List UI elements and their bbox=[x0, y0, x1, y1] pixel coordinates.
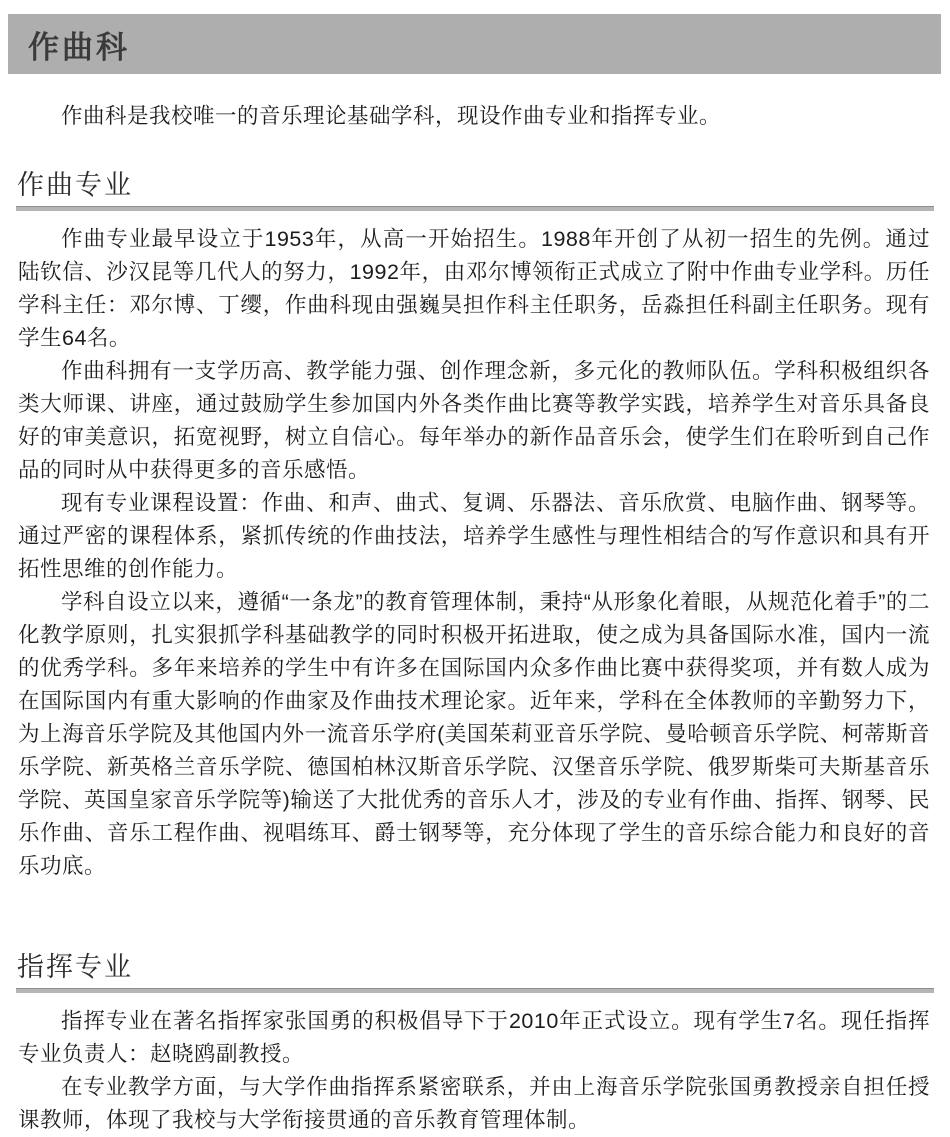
paragraph: 现有专业课程设置：作曲、和声、曲式、复调、乐器法、音乐欣赏、电脑作曲、钢琴等。通过严密的课程体系，紧抓传统的作曲技法，培养学生感性与理性相结合的写作意识和具有开拓性思维的创作能力。 bbox=[18, 491, 930, 581]
section-divider bbox=[16, 988, 934, 993]
paragraph: 学科自设立以来，遵循“一条龙”的教育管理体制，秉持“从形象化着眼，从规范化着手”的二化教学原则，扎实狠抓学科基础教学的同时积极开拓进取，使之成为具备国际水准，国内一流的优秀学科。多年来培养的学生中有许多在国际国内众多作曲比赛中获得奖项，并有数人成为在国际国内有重大影响的作曲家及作曲技术理论家。近年来，学科在全体教师的辛勤努力下，为上海音乐学院及其他国内外一流音乐学府(美国茱莉亚音乐学院、曼哈顿音乐学院、柯蒂斯音乐学院、新英格兰音乐学院、德国柏林汉斯音乐学院、汉堡音乐学院、俄罗斯柴可夫斯基音乐学院、英国皇家音乐学院等)输送了大批优秀的音乐人才，涉及的专业有作曲、指挥、钢琴、民乐作曲、音乐工程作曲、视唱练耳、爵士钢琴等，充分体现了学生的音乐综合能力和良好的音乐功底。 bbox=[18, 590, 930, 878]
section-heading-composition: 作曲专业 bbox=[17, 170, 133, 200]
section-composition bbox=[0, 163, 950, 883]
paragraph: 在专业教学方面，与大学作曲指挥系紧密联系，并由上海音乐学院张国勇教授亲自担任授课教师，体现了我校与大学衔接贯通的音乐教育管理体制。 bbox=[18, 1075, 930, 1132]
paragraph: 指挥专业在著名指挥家张国勇的积极倡导下于2010年正式设立。现有学生7名。现任指挥专业负责人：赵晓鸥副教授。 bbox=[18, 1009, 930, 1066]
section-body bbox=[18, 223, 930, 883]
section-body bbox=[18, 1005, 930, 1137]
paragraph: 作曲专业最早设立于1953年，从高一开始招生。1988年开创了从初一招生的先例。通过陆钦信、沙汉昆等几代人的努力，1992年，由邓尔博领衔正式成立了附中作曲专业学科。历任学科主任：邓尔博、丁缨，作曲科现由强巍昊担作科主任职务，岳淼担任科副主任职务。现有学生64名。 bbox=[18, 227, 930, 350]
section-divider bbox=[16, 206, 934, 211]
section-heading-conducting: 指挥专业 bbox=[17, 952, 133, 982]
page-title: 作曲科 bbox=[28, 29, 130, 65]
section-conducting bbox=[0, 945, 950, 1137]
paragraph: 作曲科拥有一支学历高、教学能力强、创作理念新，多元化的教师队伍。学科积极组织各类大师课、讲座，通过鼓励学生参加国内外各类作曲比赛等教学实践，培养学生对音乐具备良好的审美意识，拓宽视野，树立自信心。每年举办的新作品音乐会，使学生们在聆听到自己作品的同时从中获得更多的音乐感悟。 bbox=[18, 359, 930, 482]
page-title-bar bbox=[8, 14, 941, 74]
intro-paragraph: 作曲科是我校唯一的音乐理论基础学科，现设作曲专业和指挥专业。 bbox=[61, 104, 722, 128]
